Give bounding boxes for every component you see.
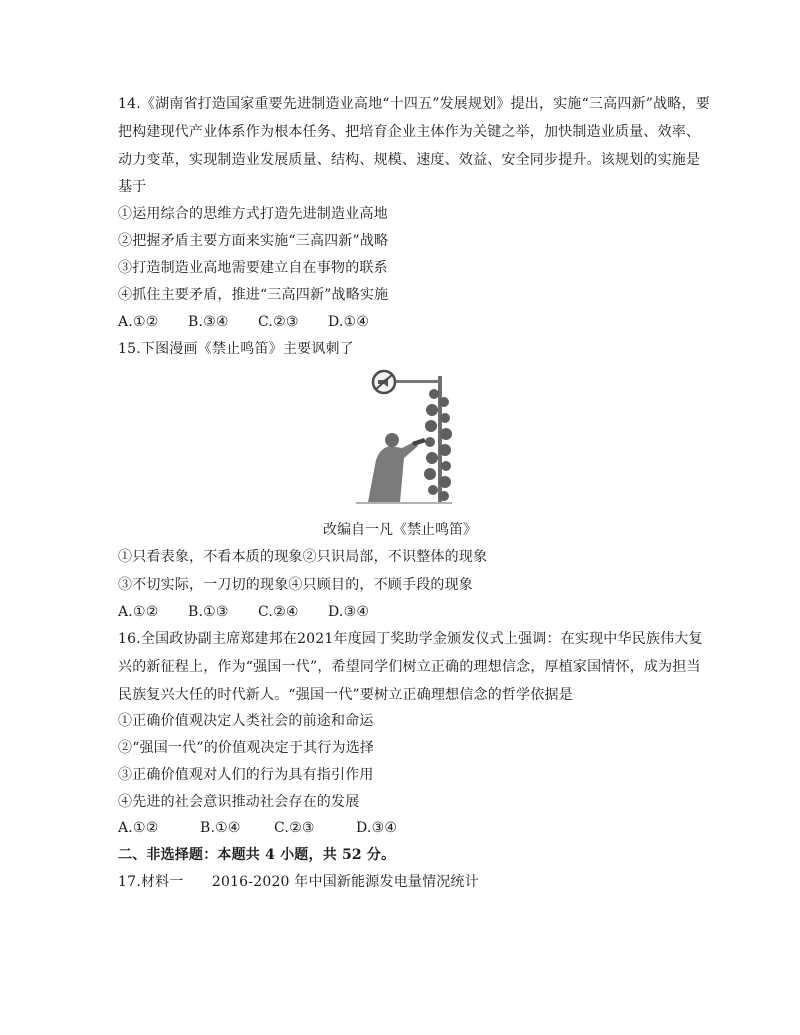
q15-statement-1-2: ①只看表象，不看本质的现象②只识局部，不识整体的现象	[118, 549, 488, 565]
q14-statement-2: ②把握矛盾主要方面来实施“三高四新”战略	[118, 233, 389, 249]
q14-statement-1: ①运用综合的思维方式打造先进制造业高地	[118, 206, 388, 222]
q16-stem-line2: 兴的新征程上，作为“强国一代”，希望同学们树立正确的理想信念，厚植家国情怀，成为担当	[118, 659, 701, 675]
q16-stem-line3: 民族复兴大任的时代新人。“强国一代”要树立正确理想信念的哲学依据是	[118, 687, 573, 703]
q16-option-d: D.③④	[356, 820, 398, 836]
q14-option-b: B.③④	[188, 314, 229, 330]
q14-stem-line4: 基于	[118, 179, 147, 195]
q14-option-c: C.②③	[258, 314, 299, 330]
q16-statement-3: ③正确价值观对人们的行为具有指引作用	[118, 767, 374, 783]
q14-stem-line1: 14.《湖南省打造国家重要先进制造业高地“十四五”发展规划》提出，实施“三高四新”战略，要	[118, 96, 710, 112]
q14-option-d: D.①④	[328, 314, 370, 330]
q15-statement-3-4: ③不切实际，一刀切的现象④只顾目的，不顾手段的现象	[118, 577, 473, 593]
cartoon-caption: 改编自一凡《禁止鸣笛》	[323, 522, 477, 538]
q15-stem: 15.下图漫画《禁止鸣笛》主要讽刺了	[118, 341, 354, 357]
q14-stem-line3: 动力变革，实现制造业发展质量、结构、规模、速度、效益、安全同步提升。该规划的实施是	[118, 152, 701, 168]
cartoon-no-honking-image	[356, 368, 452, 508]
section-2-title: 二、非选择题：本题共 4 小题，共 52 分。	[118, 847, 396, 863]
q14-stem-line2: 把构建现代产业体系作为根本任务、把培育企业主体作为关键之举，加快制造业质量、效率、	[118, 124, 701, 140]
q14-options	[118, 313, 398, 331]
q14-statement-3: ③打造制造业高地需要建立自在事物的联系	[118, 260, 388, 276]
q16-statement-2: ②“强国一代”的价值观决定于其行为选择	[118, 740, 375, 756]
q16-option-b: B.①④	[200, 820, 241, 836]
q16-stem-line1: 16.全国政协副主席郑建邦在2021年度园丁奖助学金颁发仪式上强调：在实现中华民族伟大复	[118, 631, 703, 647]
q15-options	[118, 603, 398, 621]
q15-option-c: C.②④	[258, 604, 299, 620]
q15-option-a: A.①②	[118, 604, 159, 620]
q17-material-1: 17.材料一 2016-2020 年中国新能源发电量情况统计	[118, 874, 479, 890]
q14-option-a: A.①②	[118, 314, 159, 330]
q16-option-a: A.①②	[118, 820, 159, 836]
q15-option-d: D.③④	[328, 604, 370, 620]
q16-statement-4: ④先进的社会意识推动社会存在的发展	[118, 794, 360, 810]
q16-option-c: C.②③	[274, 820, 315, 836]
q15-option-b: B.①③	[188, 604, 229, 620]
q16-options	[118, 819, 426, 837]
q16-statement-1: ①正确价值观决定人类社会的前途和命运	[118, 713, 374, 729]
q14-statement-4: ④抓住主要矛盾，推进“三高四新”战略实施	[118, 287, 389, 303]
